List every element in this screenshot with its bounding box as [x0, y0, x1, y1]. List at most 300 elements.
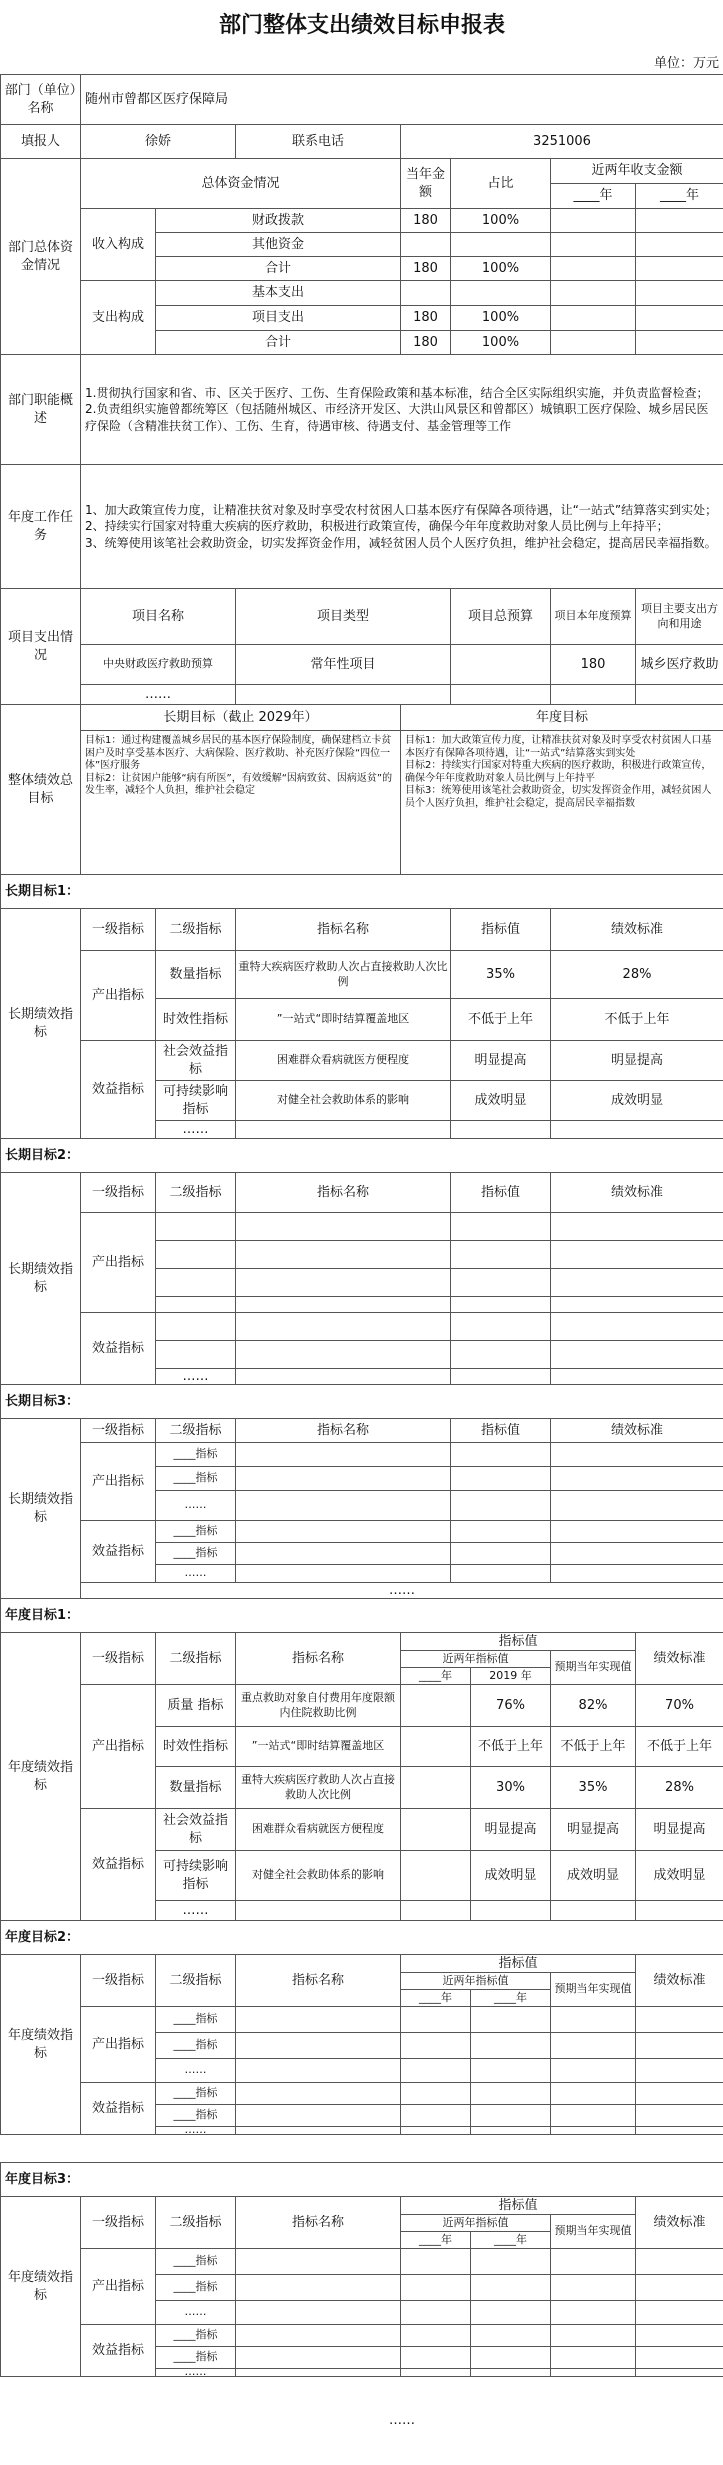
- table-cell: [235, 2274, 401, 2301]
- table-cell: [235, 1240, 451, 1269]
- ratio-header: 占比: [450, 158, 551, 209]
- duty-label: 部门职能概述: [0, 354, 81, 465]
- indicator-l2: 时效性指标: [155, 1726, 236, 1767]
- overall-goal-label: 整体绩效总目标: [0, 704, 81, 875]
- table-cell: [635, 2346, 723, 2369]
- blank-indicator: ____指标: [155, 2006, 236, 2033]
- table-cell: [635, 2058, 723, 2083]
- table-cell: [470, 2274, 551, 2301]
- table-cell: [550, 1442, 723, 1467]
- indicator-past: [400, 1850, 471, 1901]
- table-cell: [550, 1268, 723, 1297]
- indicator-past: [400, 1808, 471, 1851]
- indicator-name: 重特大疾病医疗救助人次占直接救助人次比例: [235, 950, 451, 999]
- table-cell: [635, 2324, 723, 2347]
- table-cell: [235, 2104, 401, 2127]
- col-header-l1: 一级指标: [80, 1954, 156, 2007]
- fund-row-past: [635, 208, 723, 233]
- table-cell: [450, 1368, 551, 1385]
- table-cell: [550, 1340, 723, 1369]
- table-cell: [235, 684, 451, 705]
- indicator-standard: 28%: [550, 950, 723, 999]
- indicator-expected: 不低于上年: [550, 1726, 636, 1767]
- table-cell: [235, 2368, 401, 2377]
- blank-indicator: ____指标: [155, 1442, 236, 1467]
- dept-name-label: 部门（单位）名称: [0, 74, 81, 125]
- col-header-name: 指标名称: [235, 1418, 451, 1443]
- fund-row-past: [550, 305, 636, 331]
- indicator-past: 76%: [470, 1684, 551, 1727]
- indicator-l2: 数量指标: [155, 950, 236, 999]
- fund-row-name: 项目支出: [155, 305, 401, 331]
- year-blank: ____年: [400, 1989, 471, 2007]
- blank-indicator: ____指标: [155, 2104, 236, 2127]
- indicator-value: 35%: [450, 950, 551, 999]
- table-cell: [155, 1312, 236, 1341]
- indicator-expected: 82%: [550, 1684, 636, 1727]
- fund-row-past: [550, 208, 636, 233]
- indicator-name: ”一站式“即时结算覆盖地区: [235, 1726, 401, 1767]
- indicator-l2: 质量 指标: [155, 1684, 236, 1727]
- table-cell: [450, 1296, 551, 1313]
- year-goal-1-title: 年度目标1：: [0, 1598, 723, 1633]
- table-cell: [550, 2346, 636, 2369]
- blank-indicator: ____指标: [155, 2346, 236, 2369]
- col-header-value: 指标值: [400, 1632, 636, 1651]
- table-cell: [550, 1542, 723, 1565]
- col-header-name: 指标名称: [235, 2196, 401, 2249]
- indicator-name: 困难群众看病就医方便程度: [235, 1040, 451, 1081]
- table-cell: [450, 1340, 551, 1369]
- year-blank: ____年: [550, 183, 636, 209]
- fund-row-ratio: 100%: [450, 208, 551, 233]
- blank-indicator: ____指标: [155, 1542, 236, 1565]
- table-cell: [550, 684, 636, 705]
- output-indicator-label: 产出指标: [80, 2006, 156, 2083]
- year-blank: ____年: [400, 2231, 471, 2249]
- indicator-standard: 成效明显: [635, 1850, 723, 1901]
- expected-header: 预期当年实现值: [550, 1650, 636, 1685]
- table-cell: [470, 2248, 551, 2275]
- ellipsis: ……: [155, 2126, 236, 2135]
- table-cell: [400, 2368, 471, 2377]
- indicator-past: 成效明显: [470, 1850, 551, 1901]
- fund-row-amount: 180: [400, 256, 451, 281]
- indicator-name: 困难群众看病就医方便程度: [235, 1808, 401, 1851]
- indicator-l2: 时效性指标: [155, 998, 236, 1041]
- ellipsis: ……: [155, 1490, 236, 1521]
- col-header-l2: 二级指标: [155, 908, 236, 951]
- year-2019: 2019 年: [470, 1667, 551, 1685]
- indicator-name: 对健全社会救助体系的影响: [235, 1850, 401, 1901]
- table-cell: [450, 1466, 551, 1491]
- table-cell: [235, 1442, 451, 1467]
- col-header-l1: 一级指标: [80, 1172, 156, 1213]
- blank-indicator: ____指标: [155, 1466, 236, 1491]
- fund-row-past: [550, 232, 636, 257]
- page-title: 部门整体支出绩效目标申报表: [218, 12, 505, 38]
- table-cell: [550, 2300, 636, 2325]
- blank-indicator: ____指标: [155, 2248, 236, 2275]
- table-cell: [635, 2032, 723, 2059]
- table-cell: [550, 1466, 723, 1491]
- table-cell: [450, 1120, 551, 1139]
- table-cell: [400, 2248, 471, 2275]
- table-cell: [550, 2104, 636, 2127]
- fund-row-ratio: 100%: [450, 256, 551, 281]
- ellipsis: ……: [389, 2412, 415, 2428]
- table-cell: [235, 2300, 401, 2325]
- benefit-indicator-label: 效益指标: [80, 2324, 156, 2377]
- table-cell: [235, 1542, 451, 1565]
- col-header-l1: 一级指标: [80, 2196, 156, 2249]
- long-goal-3-title: 长期目标3：: [0, 1384, 723, 1419]
- indicator-name: 对健全社会救助体系的影响: [235, 1080, 451, 1121]
- table-cell: [450, 1490, 551, 1521]
- col-header-l1: 一级指标: [80, 1632, 156, 1685]
- year-goal-side-label: 年度绩效指标: [0, 1632, 81, 1921]
- expected-header: 预期当年实现值: [550, 2214, 636, 2249]
- indicator-name: 重点救助对象自付费用年度限额内住院救助比例: [235, 1684, 401, 1727]
- table-cell: [550, 2368, 636, 2377]
- project-header: 项目本年度预算: [550, 588, 636, 645]
- table-cell: [470, 2324, 551, 2347]
- filler-label: 填报人: [0, 124, 81, 159]
- ellipsis: ……: [155, 1120, 236, 1139]
- year-goal-side-label: 年度绩效指标: [0, 1954, 81, 2135]
- table-cell: [635, 684, 723, 705]
- indicator-standard: 不低于上年: [550, 998, 723, 1041]
- indicator-past: [400, 1726, 471, 1767]
- table-cell: [400, 2104, 471, 2127]
- fund-row-ratio: [450, 280, 551, 306]
- table-cell: [635, 2248, 723, 2275]
- fund-row-past: [635, 330, 723, 355]
- unit-label: 单位：万元: [653, 55, 719, 71]
- project-header: 项目主要支出方向和用途: [635, 588, 723, 645]
- year-blank: ____年: [635, 183, 723, 209]
- table-cell: [550, 1312, 723, 1341]
- indicator-standard: 明显提高: [550, 1040, 723, 1081]
- table-cell: [235, 2058, 401, 2083]
- table-cell: [550, 1212, 723, 1241]
- current-year-header: 当年金额: [400, 158, 451, 209]
- ellipsis: ……: [389, 1582, 415, 1598]
- table-cell: [235, 1268, 451, 1297]
- year-blank: ____年: [400, 1667, 471, 1685]
- indicator-value: 明显提高: [450, 1040, 551, 1081]
- table-cell: [235, 1312, 451, 1341]
- fund-row-name: 基本支出: [155, 280, 401, 306]
- indicator-standard: 明显提高: [635, 1808, 723, 1851]
- col-header-l2: 二级指标: [155, 1172, 236, 1213]
- table-cell: [235, 1520, 451, 1543]
- long-goal-header: 长期目标（截止 2029年）: [80, 704, 401, 731]
- funds-section-label: 部门总体资金情况: [0, 158, 81, 355]
- col-header-value: 指标值: [450, 1172, 551, 1213]
- table-cell: [450, 1312, 551, 1341]
- table-cell: [550, 1240, 723, 1269]
- phone-label: 联系电话: [235, 124, 401, 159]
- year-goal-text: 目标1：加大政策宣传力度，让精准扶贫对象及时享受农村贫困人口基本医疗有保障各项待遇，让“一站式”结算落实到实处 目标2：持续实行国家对特重大疾病的医疗救助，积极进行政策宣传，确保今年年度救助对象人员比例与上年持平 目标3：统筹使用该笔社会救助资金，切实发挥资金作用，减轻贫困人员个人医疗负担，维护社会稳定，提高居民幸福指数: [400, 730, 723, 875]
- table-cell: [155, 1268, 236, 1297]
- col-header-standard: 绩效标准: [635, 1954, 723, 2007]
- col-header-standard: 绩效标准: [550, 908, 723, 951]
- table-cell: [155, 1212, 236, 1241]
- project-type: 常年性项目: [235, 644, 451, 685]
- table-cell: [235, 2324, 401, 2347]
- project-name: 中央财政医疗救助预算: [80, 644, 236, 685]
- col-header-l2: 二级指标: [155, 1632, 236, 1685]
- table-cell: [550, 2082, 636, 2105]
- fund-row-past: [635, 232, 723, 257]
- table-cell: [470, 1900, 551, 1921]
- table-cell: [235, 2032, 401, 2059]
- col-header-l1: 一级指标: [80, 908, 156, 951]
- table-cell: [550, 2274, 636, 2301]
- indicator-l2: 数量指标: [155, 1766, 236, 1809]
- indicator-l2: 社会效益指标: [155, 1040, 236, 1081]
- indicator-past: 明显提高: [470, 1808, 551, 1851]
- indicator-l2: 可持续影响指标: [155, 1080, 236, 1121]
- ellipsis: ……: [80, 684, 236, 705]
- table-cell: [235, 1368, 451, 1385]
- past-two-header: 近两年指标值: [400, 2214, 551, 2232]
- col-header-l2: 二级指标: [155, 1954, 236, 2007]
- col-header-l2: 二级指标: [155, 2196, 236, 2249]
- table-cell: [450, 684, 551, 705]
- fund-row-name: 合计: [155, 330, 401, 355]
- indicator-value: 成效明显: [450, 1080, 551, 1121]
- table-cell: [235, 2126, 401, 2135]
- output-indicator-label: 产出指标: [80, 1442, 156, 1521]
- fund-row-amount: 180: [400, 208, 451, 233]
- year-goal-3-title: 年度目标3：: [0, 2162, 723, 2197]
- table-cell: [450, 1542, 551, 1565]
- dept-name-value: 随州市曾都区医疗保障局: [80, 74, 723, 125]
- table-cell: [470, 2104, 551, 2127]
- project-header: 项目总预算: [450, 588, 551, 645]
- fund-row-name: 其他资金: [155, 232, 401, 257]
- col-header-name: 指标名称: [235, 1632, 401, 1685]
- table-cell: [635, 2104, 723, 2127]
- indicator-name: 重特大疾病医疗救助人次占直接救助人次比例: [235, 1766, 401, 1809]
- blank-indicator: ____指标: [155, 1520, 236, 1543]
- expected-header: 预期当年实现值: [550, 1972, 636, 2007]
- project-header: 项目类型: [235, 588, 451, 645]
- table-cell: [235, 2006, 401, 2033]
- indicator-value: 不低于上年: [450, 998, 551, 1041]
- year-goal-header: 年度目标: [400, 704, 723, 731]
- project-year-budget: 180: [550, 644, 636, 685]
- table-cell: [450, 1240, 551, 1269]
- indicator-past: [400, 1766, 471, 1809]
- output-indicator-label: 产出指标: [80, 1684, 156, 1809]
- table-cell: [235, 1564, 451, 1583]
- fund-row-past: [550, 280, 636, 306]
- fund-row-amount: 180: [400, 305, 451, 331]
- table-cell: [470, 2368, 551, 2377]
- table-cell: [470, 2058, 551, 2083]
- fund-row-past: [635, 305, 723, 331]
- benefit-indicator-label: 效益指标: [80, 1520, 156, 1583]
- indicator-past: 不低于上年: [470, 1726, 551, 1767]
- col-header-standard: 绩效标准: [635, 1632, 723, 1685]
- table-cell: [550, 2324, 636, 2347]
- col-header-standard: 绩效标准: [550, 1172, 723, 1213]
- table-cell: [400, 2006, 471, 2033]
- phone-value: 3251006: [400, 124, 723, 159]
- table-cell: [235, 1120, 451, 1139]
- benefit-indicator-label: 效益指标: [80, 1312, 156, 1385]
- project-direction: 城乡医疗救助: [635, 644, 723, 685]
- past-two-header: 近两年指标值: [400, 1972, 551, 1990]
- col-header-name: 指标名称: [235, 908, 451, 951]
- fund-row-amount: 180: [400, 330, 451, 355]
- table-cell: [635, 2274, 723, 2301]
- table-cell: [235, 1466, 451, 1491]
- table-cell: [155, 1240, 236, 1269]
- table-cell: [450, 1564, 551, 1583]
- output-indicator-label: 产出指标: [80, 1212, 156, 1313]
- table-cell: [550, 1120, 723, 1139]
- table-cell: [470, 2032, 551, 2059]
- table-cell: [635, 1900, 723, 1921]
- col-header-value: 指标值: [400, 1954, 636, 1973]
- long-goal-text: 目标1：通过构建覆盖城乡居民的基本医疗保险制度，确保建档立卡贫困户及时享受基本医疗、大病保险、医疗救助、补充医疗保险“四位一体”医疗服务 目标2：让贫困户能够“病有所医”，有效缓解“因病致贫、因病返贫”的发生率，减轻个人负担，维护社会稳定: [80, 730, 401, 875]
- col-header-value: 指标值: [450, 908, 551, 951]
- ellipsis: ……: [155, 2368, 236, 2377]
- table-cell: [400, 2300, 471, 2325]
- indicator-standard: 成效明显: [550, 1080, 723, 1121]
- year-blank: ____年: [470, 1989, 551, 2007]
- indicator-standard: 70%: [635, 1684, 723, 1727]
- table-cell: [235, 2248, 401, 2275]
- table-cell: [155, 1296, 236, 1313]
- table-cell: [550, 2058, 636, 2083]
- funds-header: 总体资金情况: [80, 158, 401, 209]
- table-cell: [235, 1212, 451, 1241]
- table-cell: [550, 2006, 636, 2033]
- fund-row-past: [550, 256, 636, 281]
- fund-row-past: [635, 256, 723, 281]
- table-cell: [470, 2126, 551, 2135]
- fund-row-ratio: 100%: [450, 330, 551, 355]
- table-cell: [550, 1564, 723, 1583]
- table-cell: [400, 2126, 471, 2135]
- ellipsis: ……: [155, 2300, 236, 2325]
- table-cell: [470, 2300, 551, 2325]
- fund-row-past: [550, 330, 636, 355]
- ellipsis: ……: [155, 1900, 236, 1921]
- blank-indicator: ____指标: [155, 2324, 236, 2347]
- table-cell: [550, 1520, 723, 1543]
- fund-row-name: 合计: [155, 256, 401, 281]
- projects-label: 项目支出情况: [0, 588, 81, 705]
- table-cell: [635, 2300, 723, 2325]
- indicator-expected: 成效明显: [550, 1850, 636, 1901]
- output-indicator-label: 产出指标: [80, 2248, 156, 2325]
- col-header-l2: 二级指标: [155, 1418, 236, 1443]
- table-cell: [550, 2126, 636, 2135]
- indicator-l2: 可持续影响指标: [155, 1850, 236, 1901]
- indicator-standard: 28%: [635, 1766, 723, 1809]
- table-cell: [470, 2082, 551, 2105]
- table-cell: [450, 1442, 551, 1467]
- table-cell: [235, 2082, 401, 2105]
- table-cell: [550, 1900, 636, 1921]
- year-goal-2-title: 年度目标2：: [0, 1920, 723, 1955]
- long-goal-side-label: 长期绩效指标: [0, 908, 81, 1139]
- benefit-indicator-label: 效益指标: [80, 2082, 156, 2135]
- col-header-l1: 一级指标: [80, 1418, 156, 1443]
- fund-row-name: 财政拨款: [155, 208, 401, 233]
- benefit-indicator-label: 效益指标: [80, 1808, 156, 1921]
- fund-row-ratio: [450, 232, 551, 257]
- project-total: [450, 644, 551, 685]
- table-cell: [550, 2248, 636, 2275]
- table-cell: [235, 1900, 401, 1921]
- tasks-label: 年度工作任务: [0, 464, 81, 589]
- indicator-expected: 35%: [550, 1766, 636, 1809]
- long-goal-2-title: 长期目标2：: [0, 1138, 723, 1173]
- table-cell: [235, 1296, 451, 1313]
- table-cell: [400, 2324, 471, 2347]
- past-two-header: 近两年收支金额: [550, 158, 723, 184]
- output-indicator-label: 产出指标: [80, 950, 156, 1041]
- project-header: 项目名称: [80, 588, 236, 645]
- ellipsis: ……: [155, 1368, 236, 1385]
- ellipsis: ……: [155, 1564, 236, 1583]
- table-cell: [400, 2274, 471, 2301]
- table-cell: [470, 2346, 551, 2369]
- table-cell: [550, 1296, 723, 1313]
- indicator-name: ”一站式“即时结算覆盖地区: [235, 998, 451, 1041]
- table-cell: [635, 2082, 723, 2105]
- tasks-text: 1、加大政策宣传力度，让精准扶贫对象及时享受农村贫困人口基本医疗有保障各项待遇，让“一站式”结算落实到实处； 2、持续实行国家对特重大疾病的医疗救助，积极进行政策宣传，确保今年年度救助对象人员比例与上年持平； 3、统筹使用该笔社会救助资金，切实发挥资金作用，减轻贫困人员个人医疗负担，维护社会稳定，提高居民幸福指数。: [80, 464, 723, 589]
- col-header-value: 指标值: [400, 2196, 636, 2215]
- benefit-indicator-label: 效益指标: [80, 1040, 156, 1139]
- col-header-name: 指标名称: [235, 1954, 401, 2007]
- long-goal-side-label: 长期绩效指标: [0, 1418, 81, 1599]
- table-cell: [550, 1490, 723, 1521]
- fund-row-ratio: 100%: [450, 305, 551, 331]
- blank-indicator: ____指标: [155, 2032, 236, 2059]
- fund-row-past: [635, 280, 723, 306]
- table-cell: [155, 1340, 236, 1369]
- table-cell: [450, 1268, 551, 1297]
- indicator-standard: 不低于上年: [635, 1726, 723, 1767]
- table-cell: [450, 1520, 551, 1543]
- table-cell: [235, 1490, 451, 1521]
- table-cell: [235, 1340, 451, 1369]
- col-header-value: 指标值: [450, 1418, 551, 1443]
- table-cell: [235, 2346, 401, 2369]
- table-cell: [400, 2058, 471, 2083]
- blank-indicator: ____指标: [155, 2274, 236, 2301]
- table-cell: [550, 1368, 723, 1385]
- long-goal-1-title: 长期目标1：: [0, 874, 723, 909]
- indicator-past: 30%: [470, 1766, 551, 1809]
- indicator-past: [400, 1684, 471, 1727]
- table-cell: [400, 1900, 471, 1921]
- ellipsis: ……: [155, 2058, 236, 2083]
- table-cell: [400, 2346, 471, 2369]
- expense-label: 支出构成: [80, 280, 156, 355]
- table-cell: [470, 2006, 551, 2033]
- indicator-expected: 明显提高: [550, 1808, 636, 1851]
- table-cell: [635, 2126, 723, 2135]
